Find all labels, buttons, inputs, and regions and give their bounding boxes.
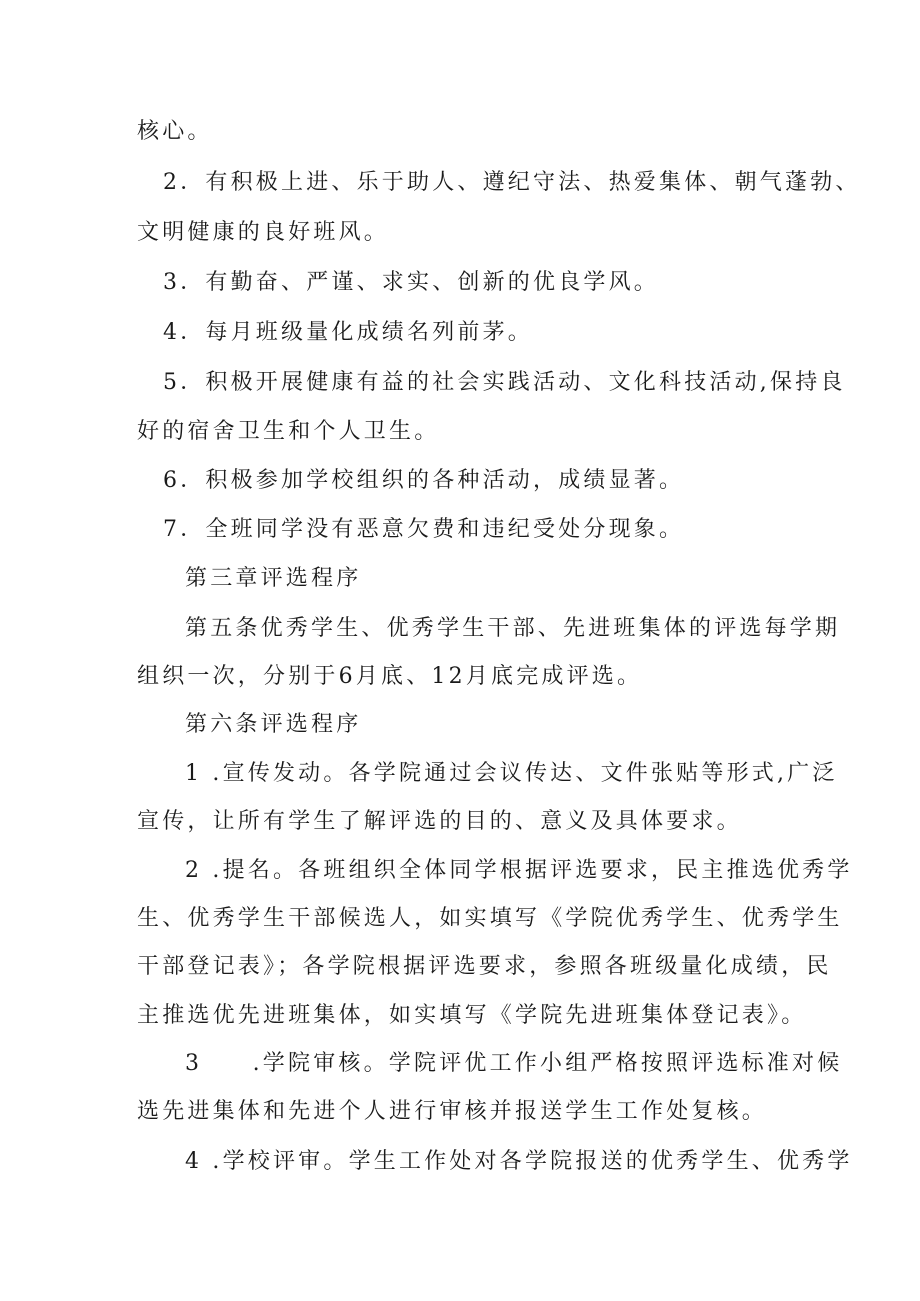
text-line: 2 .提名。各班组织全体同学根据评选要求，民主推选优秀学 bbox=[185, 858, 853, 883]
text-line: 1 .宣传发动。各学院通过会议传达、文件张贴等形式,广泛 bbox=[185, 761, 838, 786]
text-line: 选先进集体和先进个人进行审核并报送学生工作处复核。 bbox=[137, 1099, 768, 1124]
text-line: 文明健康的良好班风。 bbox=[137, 220, 390, 245]
text-line: 4 .学校评审。学生工作处对各学院报送的优秀学生、优秀学 bbox=[185, 1149, 853, 1174]
text-line: 3．有勤奋、严谨、求实、创新的优良学风。 bbox=[163, 270, 659, 295]
text-line: 核心。 bbox=[137, 119, 213, 144]
text-line: 宣传，让所有学生了解评选的目的、意义及具体要求。 bbox=[137, 809, 742, 834]
text-line: 好的宿舍卫生和个人卫生。 bbox=[137, 419, 440, 444]
text-line: 干部登记表》；各学院根据评选要求，参照各班级量化成绩，民 bbox=[137, 954, 832, 979]
text-line: 3 .学院审核。学院评优工作小组严格按照评选标准对候 bbox=[185, 1051, 843, 1076]
text-line: 4．每月班级量化成绩名列前茅。 bbox=[163, 320, 533, 345]
text-line: 第五条优秀学生、优秀学生干部、先进班集体的评选每学期 bbox=[185, 616, 841, 641]
text-line: 7．全班同学没有恶意欠费和违纪受处分现象。 bbox=[163, 517, 685, 542]
text-line: 主推选优先进班集体，如实填写《学院先进班集体登记表》。 bbox=[137, 1003, 807, 1028]
text-line: 组织一次，分别于6月底、12月底完成评选。 bbox=[137, 664, 643, 689]
section-heading: 第六条评选程序 bbox=[185, 712, 362, 737]
text-line: 6．积极参加学校组织的各种活动，成绩显著。 bbox=[163, 468, 685, 493]
text-line: 2．有积极上进、乐于助人、遵纪守法、热爱集体、朝气蓬勃、 bbox=[163, 170, 861, 195]
chapter-heading: 第三章评选程序 bbox=[185, 566, 362, 591]
text-line: 5．积极开展健康有益的社会实践活动、文化科技活动,保持良 bbox=[163, 370, 846, 395]
text-line: 生、优秀学生干部候选人，如实填写《学院优秀学生、优秀学生 bbox=[137, 906, 843, 931]
